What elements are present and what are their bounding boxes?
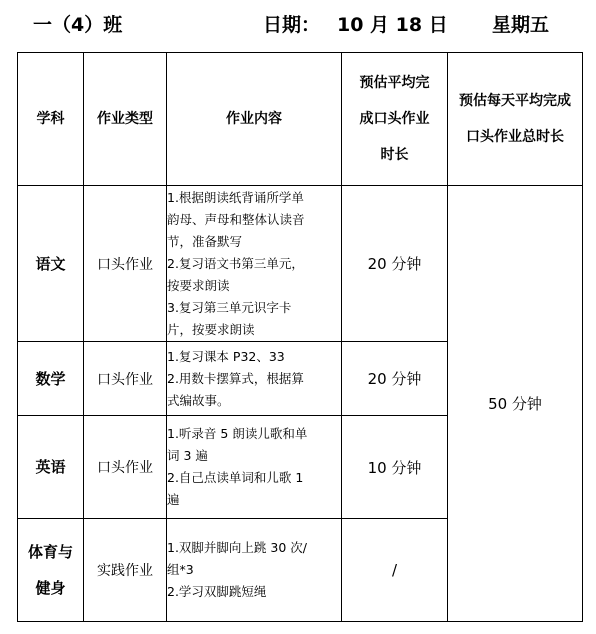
- subject-cell: 数学: [18, 342, 84, 416]
- table-header-row: [18, 53, 583, 186]
- type-cell: 口头作业: [84, 186, 167, 342]
- subject-cell: 英语: [18, 416, 84, 519]
- daily-total-cell: 50 分钟: [448, 186, 583, 622]
- type-cell: 实践作业: [84, 519, 167, 622]
- header-daily-total: 预估每天平均完成 口头作业总时长: [448, 53, 583, 186]
- homework-table: [17, 52, 583, 622]
- page-header: [0, 8, 596, 38]
- date-label: 日期：: [263, 14, 321, 36]
- content-cell: 1.双脚并脚向上跳 30 次/ 组*3 2.学习双脚跳短绳: [167, 519, 342, 622]
- header-subject: 学科: [18, 53, 84, 186]
- time-cell: 20 分钟: [342, 186, 448, 342]
- header-content: 作业内容: [167, 53, 342, 186]
- content-cell: 1.听录音 5 朗读儿歌和单 词 3 遍 2.自己点读单词和儿歌 1 遍: [167, 416, 342, 519]
- content-cell: 1.复习课本 P32、33 2.用数卡摆算式，根据算 式编故事。: [167, 342, 342, 416]
- class-name: 一（4）班: [33, 14, 123, 36]
- time-cell: /: [342, 519, 448, 622]
- subject-cell: 语文: [18, 186, 84, 342]
- date-value: 10 月 18 日: [337, 14, 448, 36]
- content-cell: 1.根据朗读纸背诵所学单 韵母、声母和整体认读音 节，准备默写 2.复习语文书第三单元， 按要求朗读 3.复习第三单元识字卡 片，按要求朗读: [167, 186, 342, 342]
- time-cell: 10 分钟: [342, 416, 448, 519]
- header-type: 作业类型: [84, 53, 167, 186]
- time-cell: 20 分钟: [342, 342, 448, 416]
- type-cell: 口头作业: [84, 342, 167, 416]
- header-oral-avg: 预估平均完 成口头作业 时长: [342, 53, 448, 186]
- subject-cell: 体育与 健身: [18, 519, 84, 622]
- type-cell: 口头作业: [84, 416, 167, 519]
- weekday: 星期五: [492, 14, 550, 36]
- table-row: [18, 186, 583, 342]
